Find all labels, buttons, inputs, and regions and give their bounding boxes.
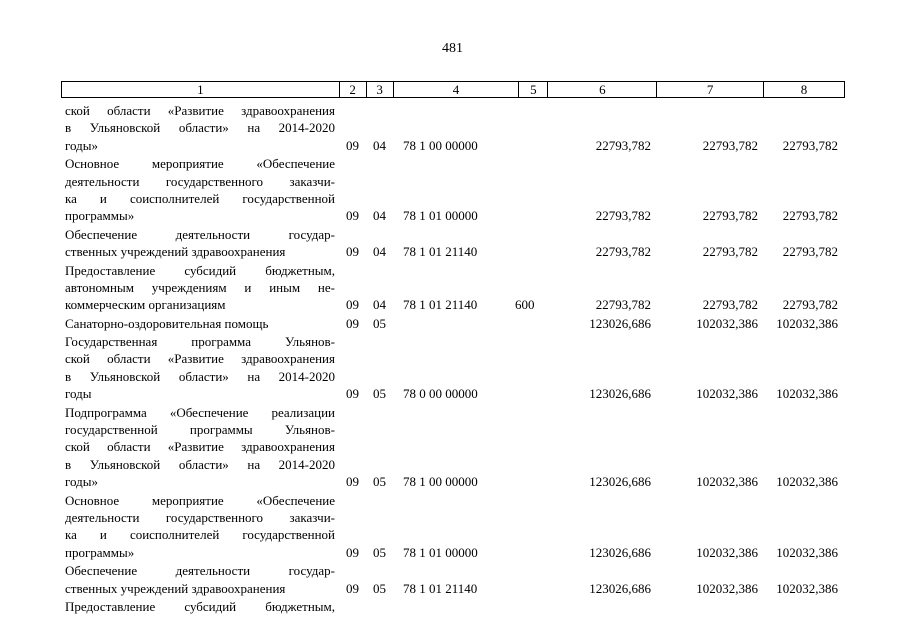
cell-c3: 05: [373, 544, 386, 560]
table-row: [61, 262, 845, 314]
cell-c3: 05: [373, 386, 386, 402]
cell-c8: 22793,782: [782, 297, 838, 313]
row-description: [61, 404, 335, 491]
row-description: [61, 226, 335, 261]
cell-c8: 102032,386: [776, 580, 838, 596]
table-body: [61, 102, 845, 616]
header-col-8: 8: [800, 82, 808, 97]
cell-c2: 09: [346, 244, 359, 260]
description-line: ка и соисполнителей государственной: [65, 527, 335, 543]
row-description: [61, 315, 335, 332]
cell-c3: 04: [373, 244, 386, 260]
row-description: [61, 562, 335, 597]
table-row: [61, 562, 845, 597]
header-col-2: 2: [340, 82, 367, 97]
cell-c2: 09: [346, 474, 359, 490]
cell-c4: 78 1 00 00000: [403, 474, 478, 490]
header-col-6: 6: [548, 82, 657, 97]
description-line: Основное мероприятие «Обеспечение: [65, 492, 335, 508]
cell-c6: 123026,686: [589, 544, 651, 560]
cell-c3: 05: [373, 474, 386, 490]
header-col-4: 4: [394, 82, 520, 97]
cell-c3: 04: [373, 297, 386, 313]
row-description: [61, 155, 335, 225]
description-line: Обеспечение деятельности государ-: [65, 563, 335, 579]
description-line: Подпрограмма «Обеспечение реализации: [65, 404, 335, 420]
cell-c3: 04: [373, 208, 386, 224]
cell-c3: 04: [373, 137, 386, 153]
description-line: деятельности государственного заказчи-: [65, 510, 335, 525]
cell-c8: 22793,782: [782, 244, 838, 260]
description-line: Основное мероприятие «Обеспечение: [65, 156, 335, 172]
cell-c2: 09: [346, 208, 359, 224]
description-line: ской области «Развитие здравоохранения: [65, 351, 335, 367]
cell-c6: 22793,782: [595, 208, 651, 224]
cell-c6: 22793,782: [595, 244, 651, 260]
description-line: автономным учреждениям и иным не-: [65, 279, 335, 295]
header-col-5: 5: [519, 82, 548, 97]
row-description: [61, 333, 335, 403]
cell-c4: 78 0 00 00000: [403, 386, 478, 402]
cell-c6: 123026,686: [589, 474, 651, 490]
cell-c3: 05: [373, 580, 386, 596]
cell-c8: 22793,782: [782, 137, 838, 153]
row-description: [61, 262, 335, 314]
description-line: Предоставление субсидий бюджетным,: [65, 598, 335, 614]
description-line: коммерческим организациям: [65, 297, 226, 313]
table-row: [61, 492, 845, 562]
cell-c7: 102032,386: [696, 544, 758, 560]
description-line: программы»: [65, 208, 135, 224]
cell-c2: 09: [346, 137, 359, 153]
cell-c7: 102032,386: [696, 315, 758, 331]
cell-c7: 22793,782: [702, 297, 758, 313]
cell-c6: 123026,686: [589, 580, 651, 596]
cell-c4: 78 1 01 00000: [403, 544, 478, 560]
cell-c6: 123026,686: [589, 315, 651, 331]
cell-c4: 78 1 01 21140: [403, 297, 478, 313]
cell-c2: 09: [346, 297, 359, 313]
description-line: годы»: [65, 474, 98, 490]
table-row: [61, 598, 845, 615]
cell-c2: 09: [346, 386, 359, 402]
cell-c6: 22793,782: [595, 137, 651, 153]
description-line: Обеспечение деятельности государ-: [65, 226, 335, 242]
header-col-7: 7: [657, 82, 764, 97]
description-line: деятельности государственного заказчи-: [65, 173, 335, 189]
table-row: [61, 155, 845, 225]
table-row: [61, 102, 845, 154]
row-description: [61, 492, 335, 562]
description-line: программы»: [65, 544, 135, 560]
table-row: [61, 315, 845, 332]
table-row: [61, 404, 845, 491]
cell-c2: 09: [346, 315, 359, 331]
cell-c6: 123026,686: [589, 386, 651, 402]
header-col-3: 3: [367, 82, 394, 97]
cell-c8: 102032,386: [776, 386, 838, 402]
table-header: [61, 81, 845, 98]
table-row: [61, 333, 845, 403]
cell-c4: 78 1 01 21140: [403, 580, 478, 596]
description-line: ской области «Развитие здравоохранения: [65, 439, 335, 455]
description-line: государственной программы Ульянов-: [65, 422, 335, 438]
cell-c4: 78 1 01 00000: [403, 208, 478, 224]
cell-c4: 78 1 01 21140: [403, 244, 478, 260]
description-line: годы»: [65, 137, 98, 153]
cell-c8: 102032,386: [776, 315, 838, 331]
description-line: Государственная программа Ульянов-: [65, 334, 335, 350]
description-line: ской области «Развитие здравоохранения: [65, 103, 335, 118]
description-line: Санаторно-оздоровительная помощь: [65, 315, 269, 331]
cell-c7: 102032,386: [696, 386, 758, 402]
cell-c7: 22793,782: [702, 137, 758, 153]
description-line: ка и соисполнителей государственной: [65, 190, 335, 206]
description-line: годы: [65, 386, 92, 402]
cell-c6: 22793,782: [595, 297, 651, 313]
description-line: в Ульяновской области» на 2014-2020: [65, 120, 335, 136]
description-line: в Ульяновской области» на 2014-2020: [65, 456, 335, 472]
description-line: ственных учреждений здравоохранения: [65, 580, 286, 596]
cell-c5: 600: [515, 297, 535, 313]
description-line: ственных учреждений здравоохранения: [65, 244, 286, 260]
cell-c7: 22793,782: [702, 208, 758, 224]
cell-c8: 102032,386: [776, 474, 838, 490]
description-line: в Ульяновской области» на 2014-2020: [65, 368, 335, 384]
cell-c2: 09: [346, 580, 359, 596]
cell-c7: 102032,386: [696, 474, 758, 490]
row-description: [61, 102, 335, 154]
row-description: [61, 598, 335, 615]
cell-c8: 22793,782: [782, 208, 838, 224]
page-number: 481: [442, 41, 463, 56]
description-line: Предоставление субсидий бюджетным,: [65, 262, 335, 278]
table-row: [61, 226, 845, 261]
cell-c8: 102032,386: [776, 544, 838, 560]
cell-c7: 102032,386: [696, 580, 758, 596]
cell-c3: 05: [373, 315, 386, 331]
cell-c4: 78 1 00 00000: [403, 137, 478, 153]
header-col-1: 1: [62, 82, 340, 97]
cell-c7: 22793,782: [702, 244, 758, 260]
cell-c2: 09: [346, 544, 359, 560]
